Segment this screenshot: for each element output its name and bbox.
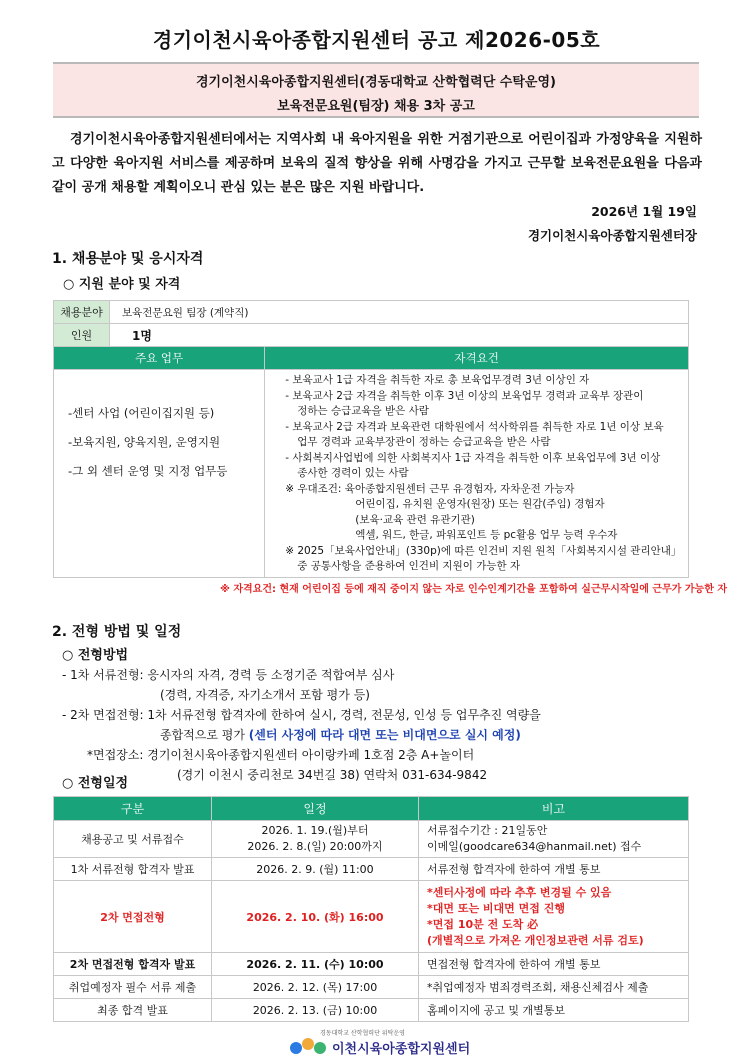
footer-center-name: 이천시육아종합지원센터 xyxy=(332,1042,471,1057)
req-line: - 사회복지사업법에 의한 사회복지사 1급 자격을 취득한 이후 보육업무에 3년 이상 xyxy=(285,451,661,464)
interview-place: *면접장소: 경기이천시육아종합지원센터 아이랑카페 1호점 2층 A+놀이터 xyxy=(87,748,475,762)
table-row xyxy=(54,370,689,578)
pref-line: 어린이집, 유치원 운영자(원장) 또는 원감(주임) 경험자 xyxy=(355,498,605,510)
method-line: - 1차 서류전형: 응시자의 자격, 경력 등 소정기준 적합여부 심사 xyxy=(62,668,395,682)
row-schedule: 2026. 2. 9. (월) 11:00 xyxy=(212,858,419,881)
method-line: (경력, 자격증, 자기소개서 포함 평가 등) xyxy=(160,688,370,702)
remark-line: 서류접수기간 : 21일동안 xyxy=(427,824,548,837)
banner-line-2: 보육전문요원(팀장) 채용 3차 공고 xyxy=(277,99,475,114)
notice-date: 2026년 1월 19일 xyxy=(591,204,697,219)
table-row xyxy=(54,881,689,953)
section-1-title: 1. 채용분야 및 응시자격 xyxy=(52,251,204,267)
duty-item: -센터 사업 (어린이집지원 등) xyxy=(68,406,215,420)
footer-operator: 경동대학교 산학협력단 위탁운영 xyxy=(320,1030,405,1037)
header-category: 구분 xyxy=(54,797,212,821)
method-text: 종합적으로 평가 xyxy=(160,728,245,742)
count-value: 1명 xyxy=(110,324,689,347)
req-header: 자격요건 xyxy=(265,347,689,370)
row-category: 취업예정자 필수 서류 제출 xyxy=(54,976,212,999)
notice-banner xyxy=(53,62,699,118)
pref-line: ※ 우대조건: 육아종합지원센터 근무 유경험자, 자차운전 가능자 xyxy=(285,482,575,495)
field-label: 채용분야 xyxy=(54,301,110,324)
intro-paragraph: 경기이천시육아종합지원센터에서는 지역사회 내 육아지원을 위한 거점기관으로 어린이집과 가정양육을 지원하고 다양한 육아지원 서비스를 제공하며 보육의 질적 향상을 위해 사명감을 가지고 근무할 보육전문요원을 다음과 같이 공개 채용할 계획이오니 관심 있는 분은 많은 지원 바랍니다. xyxy=(52,132,702,195)
row-remarks: 홈페이지에 공고 및 개별통보 xyxy=(419,999,689,1022)
row-category: 2차 면접전형 xyxy=(54,881,212,953)
row-category: 채용공고 및 서류접수 xyxy=(54,821,212,858)
pref-line: 엑셀, 워드, 한글, 파워포인트 등 pc활용 업무 능력 우수자 xyxy=(355,529,618,541)
row-remarks: 면접전형 합격자에 한하여 개별 통보 xyxy=(419,953,689,976)
header-schedule: 일정 xyxy=(212,797,419,821)
note-line: ※ 2025「보육사업안내」(330p)에 따른 인건비 지원 원칙「사회복지시설 관리안내」 xyxy=(285,544,682,557)
row-schedule: 2026. 2. 10. (화) 16:00 xyxy=(212,881,419,953)
duty-cell xyxy=(54,370,265,578)
table-row xyxy=(54,821,689,858)
row-category: 1차 서류전형 합격자 발표 xyxy=(54,858,212,881)
field-value: 보육전문요원 팀장 (계약직) xyxy=(110,301,689,324)
duty-item: -보육지원, 양육지원, 운영지원 xyxy=(68,435,221,449)
req-line: - 보육교사 2급 자격을 취득한 이후 3년 이상의 보육업무 경력과 교육부 장관이 xyxy=(285,389,644,402)
duty-header: 주요 업무 xyxy=(54,347,265,370)
note-line: 중 공통사항을 준용하여 인건비 지원이 가능한 자 xyxy=(297,560,521,572)
qualification-table xyxy=(53,300,689,578)
method-line: - 2차 면접전형: 1차 서류전형 합격자에 한하여 실시, 경력, 전문성, 인성 등 업무추진 역량을 xyxy=(62,708,541,722)
table-row xyxy=(54,858,689,881)
table-row xyxy=(54,999,689,1022)
row-remarks: 서류전형 합격자에 한하여 개별 통보 xyxy=(419,858,689,881)
method-line xyxy=(62,725,712,745)
issuer: 경기이천시육아종합지원센터장 xyxy=(527,228,697,243)
banner-line-1: 경기이천시육아종합지원센터(경동대학교 산학협력단 수탁운영) xyxy=(195,75,556,90)
row-schedule: 2026. 2. 12. (목) 17:00 xyxy=(212,976,419,999)
row-remarks xyxy=(419,881,689,953)
req-cell xyxy=(265,370,689,578)
pref-line: (보육·교육 관련 유관기관) xyxy=(355,513,475,526)
method-subtitle: ○ 전형방법 xyxy=(62,648,129,663)
remark-line: *면접 10분 전 도착 必 xyxy=(427,917,539,931)
header-remarks: 비고 xyxy=(419,797,689,821)
page-title: 경기이천시육아종합지원센터 공고 제2026-05호 xyxy=(152,28,601,52)
interview-address: (경기 이천시 중리천로 34번길 38) 연락처 031-634-9842 xyxy=(177,768,488,782)
schedule-line: 2026. 1. 19.(월)부터 xyxy=(261,824,369,837)
row-schedule: 2026. 2. 13. (금) 10:00 xyxy=(212,999,419,1022)
schedule-subtitle: ○ 전형일정 xyxy=(62,776,129,791)
table-row xyxy=(54,301,689,324)
selection-method xyxy=(62,665,712,785)
req-line: - 보육교사 2급 자격과 보육관련 대학원에서 석사학위를 취득한 자로 1년 이상 보육 xyxy=(285,420,664,433)
remark-line: *센터사정에 따라 추후 변경될 수 있음 xyxy=(427,885,612,899)
table-row xyxy=(54,324,689,347)
row-remarks: *취업예정자 범죄경력조회, 채용신체검사 제출 xyxy=(419,976,689,999)
table-header-row xyxy=(54,797,689,821)
table-row xyxy=(54,953,689,976)
schedule-line: 2026. 2. 8.(일) 20:00까지 xyxy=(247,840,383,853)
schedule-table xyxy=(53,796,689,1022)
req-line: - 보육교사 1급 자격을 취득한 자로 총 보육업무경력 3년 이상인 자 xyxy=(285,374,590,386)
table-row xyxy=(54,976,689,999)
count-label: 인원 xyxy=(54,324,110,347)
req-line: 종사한 경력이 있는 사람 xyxy=(297,467,409,479)
row-schedule xyxy=(212,821,419,858)
interview-mode-note: (센터 사정에 따라 대면 또는 비대면으로 실시 예정) xyxy=(248,728,521,742)
table-header-row xyxy=(54,347,689,370)
row-category: 최종 합격 발표 xyxy=(54,999,212,1022)
req-line: 업무 경력과 교육부장관이 정하는 승급교육을 받은 사람 xyxy=(297,436,551,448)
section-1-subtitle: ○ 지원 분야 및 자격 xyxy=(63,277,181,292)
remark-line: 이메일(goodcare634@hanmail.net) 접수 xyxy=(427,840,642,853)
section-2-title: 2. 전형 방법 및 일정 xyxy=(52,624,182,640)
req-line: 정하는 승급교육을 받은 사람 xyxy=(297,405,429,417)
duty-item: -그 외 센터 운영 및 지정 업무등 xyxy=(68,464,228,478)
qualification-note: ※ 자격요건: 현재 어린이집 등에 재직 중이지 않는 자로 인수인계기간을 포함하여 실근무시작일에 근무가 가능한 자 xyxy=(220,584,727,595)
row-category: 2차 면접전형 합격자 발표 xyxy=(54,953,212,976)
row-remarks xyxy=(419,821,689,858)
row-schedule: 2026. 2. 11. (수) 10:00 xyxy=(212,953,419,976)
remark-line: *대면 또는 비대면 면접 진행 xyxy=(427,901,565,915)
remark-line: (개별적으로 가져온 개인정보관련 서류 검토) xyxy=(427,933,644,947)
